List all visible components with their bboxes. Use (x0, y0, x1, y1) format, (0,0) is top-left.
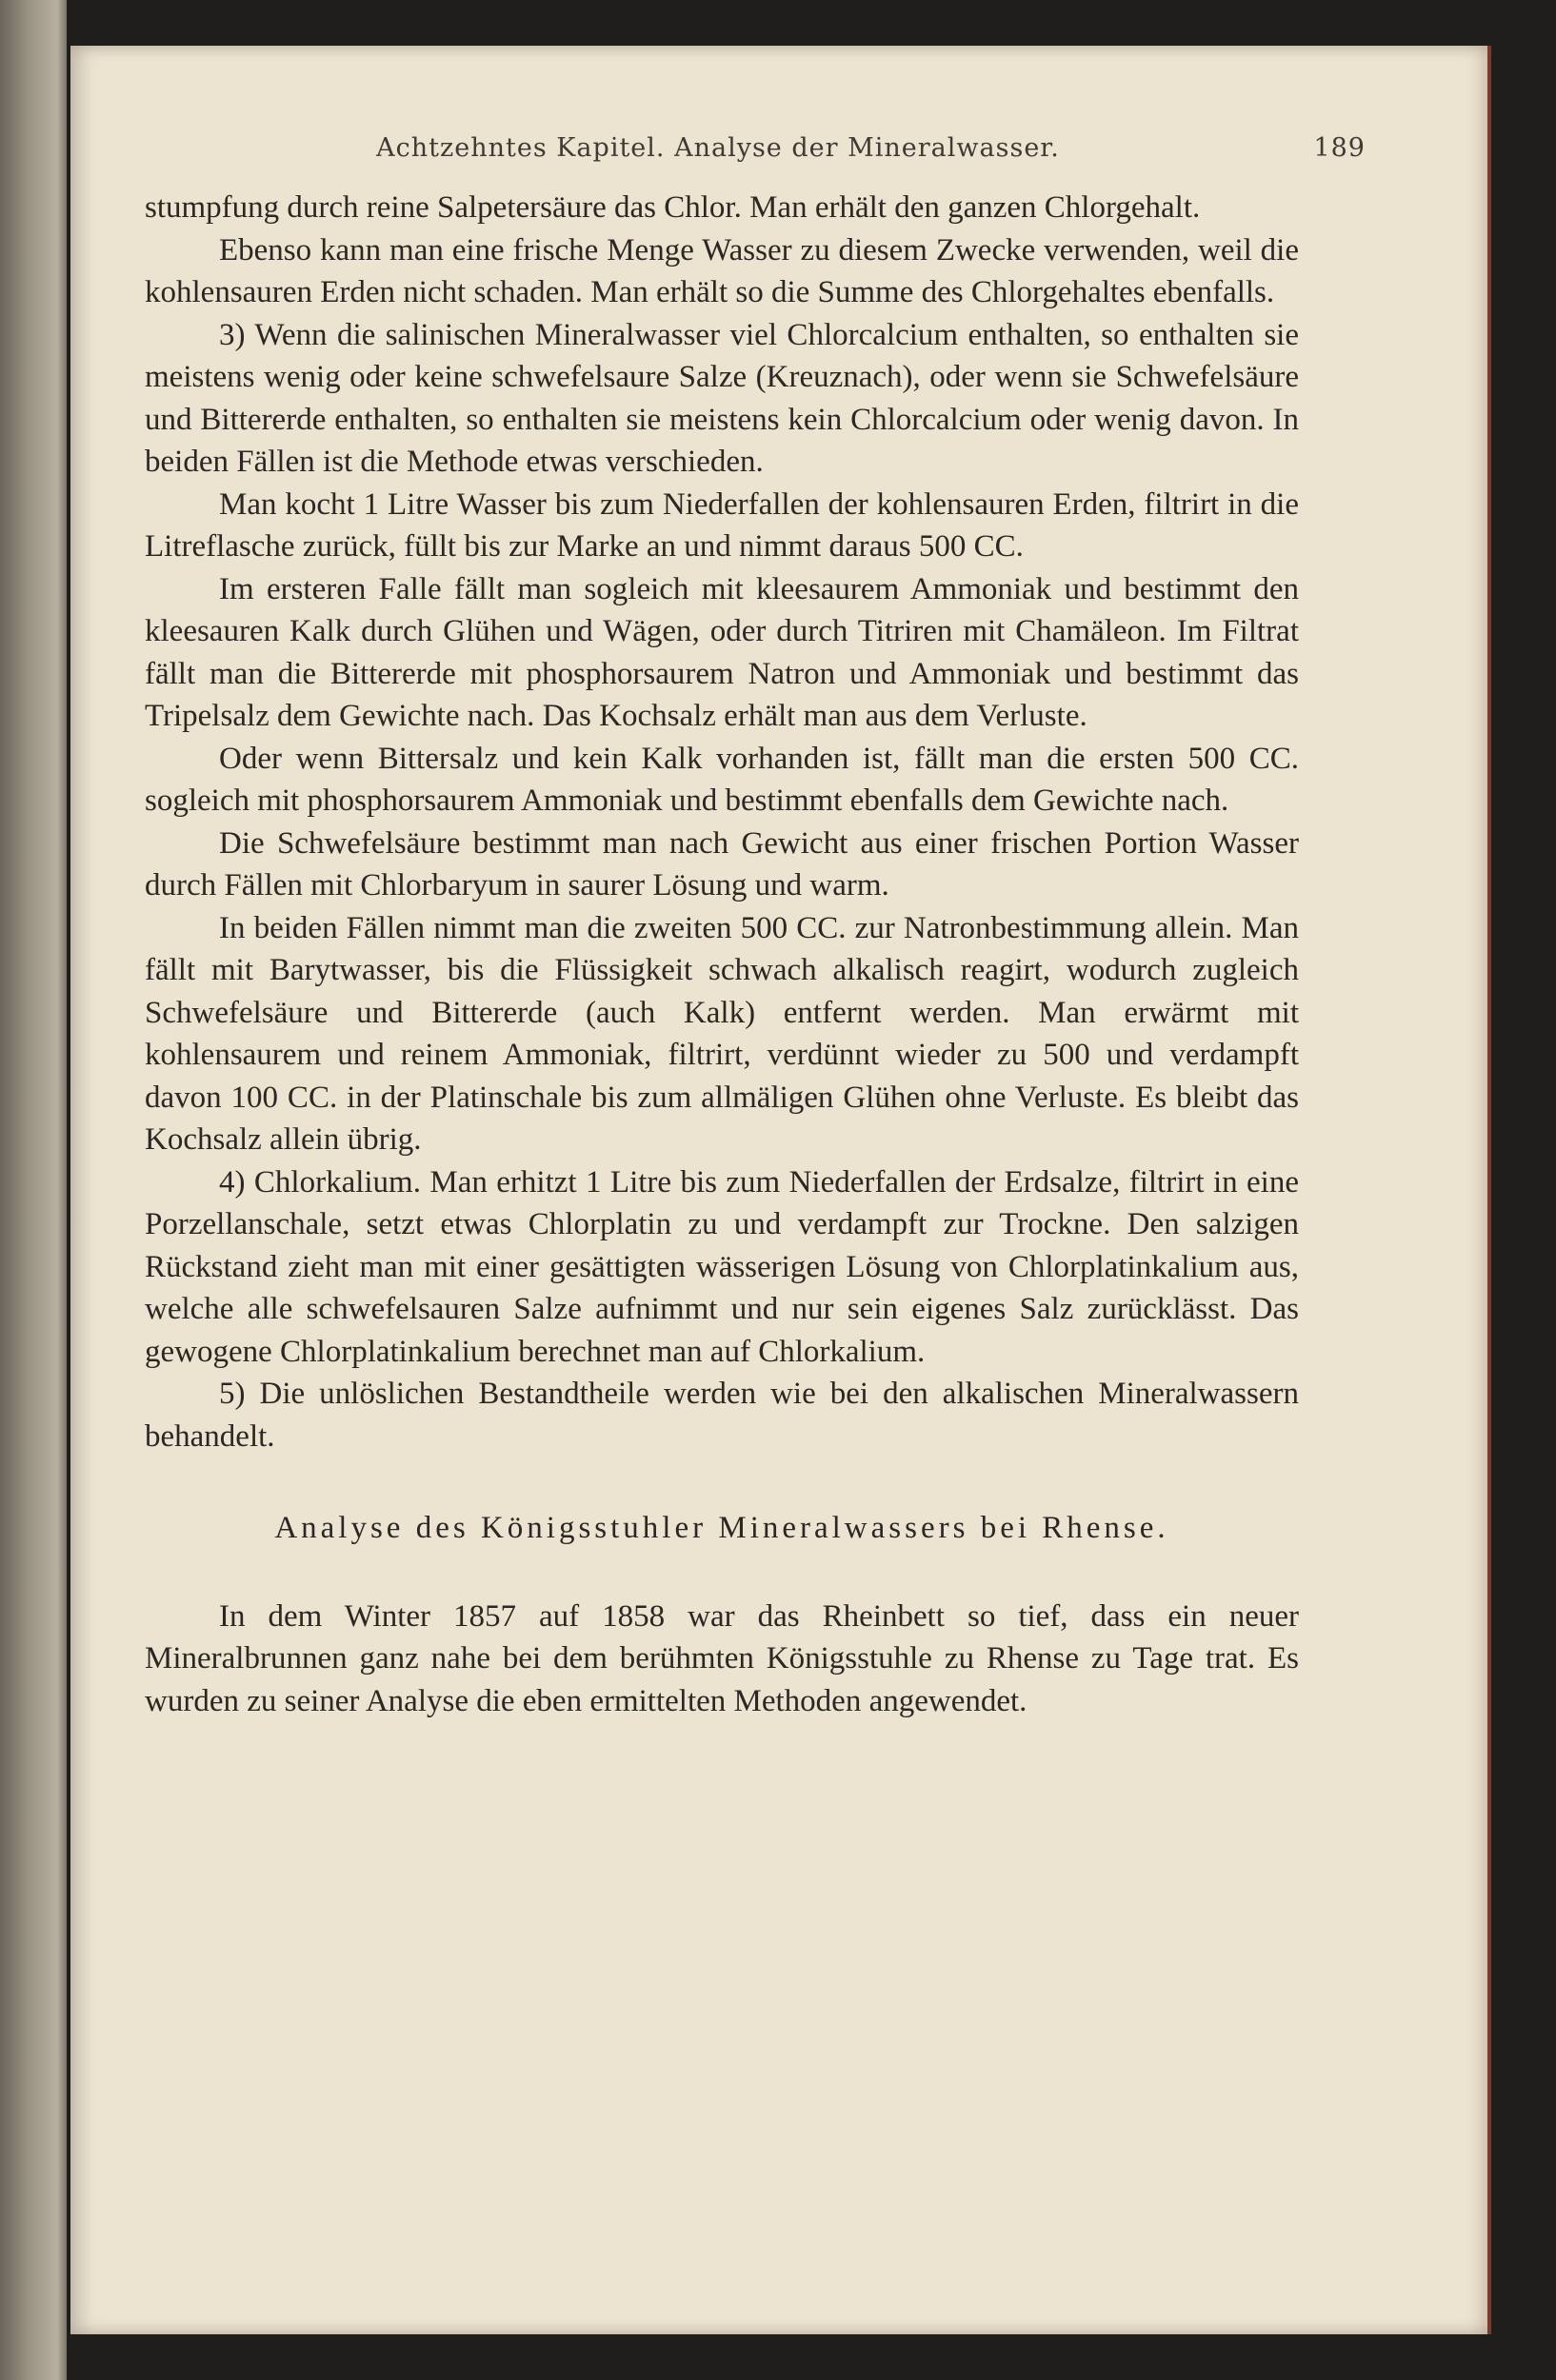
paragraph: Im ersteren Falle fällt man sogleich mit kleesaurem Ammoniak und bestimmt den kleesauren Kalk durch Glühen und Wägen, oder durch Titriren mit Chamäleon. Im Filtrat fällt man die Bittererde mit phosphorsaurem Natron und Ammoniak und bestimmt das Tripelsalz dem Gewichte nach. Das Kochsalz erhält man aus dem Verluste. (145, 571, 1299, 733)
paragraph: 3) Wenn die salinischen Mineralwasser viel Chlorcalcium enthalten, so enthalten sie meistens wenig oder keine schwefelsaure Salze (Kreuznach), oder wenn sie Schwefelsäure und Bittererde enthalten, so enthalten sie meistens kein Chlorcalcium oder wenig davon. In beiden Fällen ist die Methode etwas verschieden. (145, 317, 1299, 479)
paragraph: stumpfung durch reine Salpetersäure das Chlor. Man erhält den ganzen Chlorgehalt. (145, 190, 1201, 225)
paragraph: Die Schwefelsäure bestimmt man nach Gewicht aus einer frischen Portion Wasser durch Fällen mit Chlorbaryum in saurer Lösung und warm. (145, 825, 1299, 902)
paragraph: In dem Winter 1857 auf 1858 war das Rheinbett so tief, dass ein neuer Mineralbrunnen ganz nahe bei dem berühmten Königsstuhle zu Rhense zu Tage trat. Es wurden zu seiner Analyse die eben ermittelten Methoden angewendet. (145, 1598, 1299, 1718)
paragraph: 5) Die unlöslichen Bestandtheile werden wie bei den alkalischen Mineralwassern behandelt. (145, 1377, 1299, 1454)
paragraph: 4) Chlorkalium. Man erhitzt 1 Litre bis zum Niederfallen der Erdsalze, filtrirt in eine Porzellanschale, setzt etwas Chlorplatin zu und verdampft zur Trockne. Den salzigen Rückstand zieht man mit einer gesättigten wässerigen Lösung von Chlorplatinkalium aus, welche alle schwefelsauren Salze aufnimmt und nur sein eigenes Salz zurücklässt. Das gewogene Chlorplatinkalium berechnet man auf Chlorkalium. (145, 1164, 1299, 1369)
page-body (145, 187, 1299, 1722)
paragraph: In beiden Fällen nimmt man die zweiten 500 CC. zur Natronbestimmung allein. Man fällt mit Barytwasser, bis die Flüssigkeit schwach alkalisch reagirt, wodurch zugleich Schwefelsäure und Bittererde (auch Kalk) entfernt werden. Man erwärmt mit kohlensaurem und reinem Ammoniak, filtrirt, verdünnt wieder zu 500 und verdampft davon 100 CC. in der Platinschale bis zum allmäligen Glühen ohne Verluste. Es bleibt das Kochsalz allein übrig. (145, 910, 1299, 1157)
book-page (70, 46, 1491, 2334)
paragraph: Ebenso kann man eine frische Menge Wasser zu diesem Zwecke verwenden, weil die kohlensauren Erden nicht schaden. Man erhält so die Summe des Chlorgehaltes ebenfalls. (145, 232, 1299, 309)
paragraph: Oder wenn Bittersalz und kein Kalk vorhanden ist, fällt man die ersten 500 CC. sogleich mit phosphorsaurem Ammoniak und bestimmt ebenfalls dem Gewichte nach. (145, 741, 1299, 818)
previous-page-edge (0, 0, 67, 2380)
section-heading: Analyse des Königsstuhler Mineralwassers bei Rhense. (274, 1511, 1169, 1545)
paragraph: Man kocht 1 Litre Wasser bis zum Niederfallen der kohlensauren Erden, filtrirt in die Litreflasche zurück, füllt bis zur Marke an und nimmt daraus 500 CC. (145, 486, 1299, 564)
chapter-title: Achtzehntes Kapitel. Analyse der Mineralwasser. (376, 133, 1060, 163)
page-number: 189 (1313, 133, 1366, 163)
